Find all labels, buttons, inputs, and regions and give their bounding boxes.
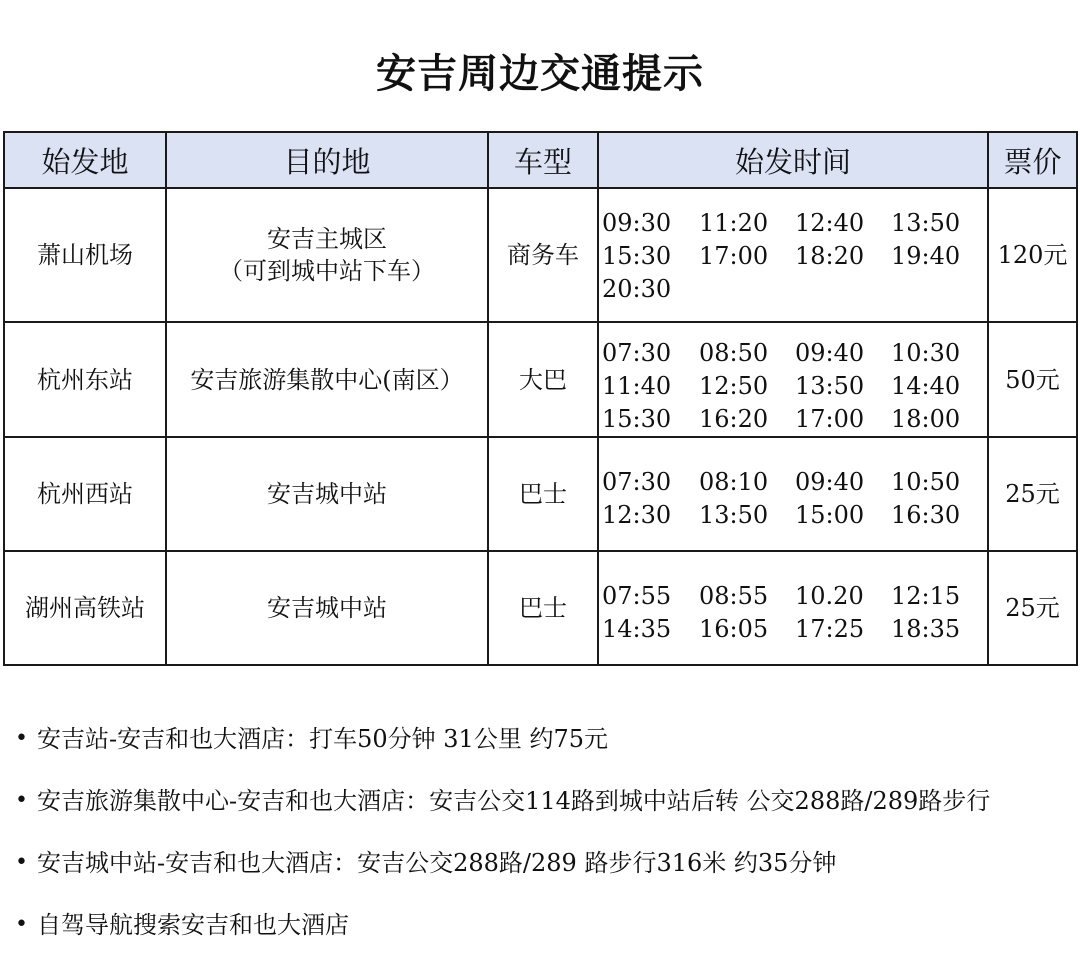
departure-time: 11:20	[699, 209, 769, 237]
note-text: 安吉城中站-安吉和也大酒店：安吉公交288路/289 路步行316米 约35分钟	[37, 849, 837, 877]
origin-cell: 湖州高铁站	[4, 551, 166, 665]
departure-time: 16:30	[891, 501, 961, 529]
note-text: 自驾导航搜索安吉和也大酒店	[37, 911, 349, 939]
departure-time: 19:40	[891, 242, 961, 270]
times-cell	[598, 551, 988, 665]
header-destination: 目的地	[166, 132, 488, 188]
departure-time: 12:50	[699, 372, 769, 400]
time-row	[602, 240, 987, 273]
departure-time: 08:10	[699, 468, 769, 496]
time-row	[602, 466, 987, 499]
table-row	[4, 437, 1077, 551]
destination-cell	[166, 437, 488, 551]
table-row	[4, 188, 1077, 322]
table-row	[4, 322, 1077, 437]
price-cell: 50元	[988, 322, 1077, 437]
time-row	[602, 370, 987, 403]
note-item	[15, 832, 1080, 894]
departure-time: 16:20	[699, 405, 769, 433]
notes-list	[15, 708, 1080, 956]
destination-cell	[166, 551, 488, 665]
departure-time: 18:35	[891, 615, 961, 643]
departure-time: 14:35	[602, 615, 672, 643]
destination-line: 安吉主城区	[267, 225, 387, 253]
page-title: 安吉周边交通提示	[376, 51, 704, 97]
vehicle-cell: 巴士	[488, 551, 598, 665]
origin-cell: 杭州东站	[4, 322, 166, 437]
departure-time: 07:30	[602, 468, 672, 496]
note-text: 安吉站-安吉和也大酒店：打车50分钟 31公里 约75元	[37, 725, 608, 753]
departure-time: 17:00	[795, 405, 865, 433]
table-row	[4, 551, 1077, 665]
bullet-icon: •	[15, 726, 28, 751]
destination-line: 安吉城中站	[267, 594, 387, 622]
times-cell	[598, 322, 988, 437]
destination-line: 安吉城中站	[267, 480, 387, 508]
schedule-table	[3, 131, 1078, 666]
header-price: 票价	[988, 132, 1077, 188]
departure-time: 15:30	[602, 242, 672, 270]
bullet-icon: •	[15, 912, 28, 937]
departure-time: 17:25	[795, 615, 865, 643]
departure-time: 13:50	[699, 501, 769, 529]
departure-time: 07:55	[602, 582, 672, 610]
departure-time: 10:50	[891, 468, 961, 496]
departure-time: 10:30	[891, 339, 961, 367]
departure-time: 14:40	[891, 372, 961, 400]
destination-line: （可到城中站下车）	[219, 257, 435, 285]
departure-time: 13:50	[891, 209, 961, 237]
note-item	[15, 770, 1080, 832]
bullet-icon: •	[15, 788, 28, 813]
note-item	[15, 894, 1080, 956]
departure-time: 20:30	[602, 275, 672, 303]
destination-cell	[166, 322, 488, 437]
bullet-icon: •	[15, 850, 28, 875]
time-row	[602, 273, 987, 306]
price-cell: 25元	[988, 551, 1077, 665]
departure-time: 08:55	[699, 582, 769, 610]
note-item	[15, 708, 1080, 770]
price-cell: 25元	[988, 437, 1077, 551]
time-row	[602, 580, 987, 613]
departure-time: 13:50	[795, 372, 865, 400]
vehicle-cell: 商务车	[488, 188, 598, 322]
header-vehicle: 车型	[488, 132, 598, 188]
departure-time: 09:40	[795, 339, 865, 367]
departure-time: 15:30	[602, 405, 672, 433]
departure-time: 08:50	[699, 339, 769, 367]
departure-time: 09:40	[795, 468, 865, 496]
departure-time: 12:30	[602, 501, 672, 529]
departure-time: 09:30	[602, 209, 672, 237]
departure-time: 12:15	[891, 582, 961, 610]
header-departure-times: 始发时间	[598, 132, 988, 188]
time-row	[602, 613, 987, 646]
departure-time: 15:00	[795, 501, 865, 529]
times-cell	[598, 188, 988, 322]
table-header-row	[4, 132, 1077, 188]
departure-time: 12:40	[795, 209, 865, 237]
time-row	[602, 403, 987, 436]
departure-time: 17:00	[699, 242, 769, 270]
departure-time: 11:40	[602, 372, 672, 400]
time-row	[602, 337, 987, 370]
note-text: 安吉旅游集散中心-安吉和也大酒店：安吉公交114路到城中站后转 公交288路/289路步行	[37, 787, 991, 815]
origin-cell: 杭州西站	[4, 437, 166, 551]
times-cell	[598, 437, 988, 551]
header-origin: 始发地	[4, 132, 166, 188]
departure-time: 10.20	[795, 582, 864, 610]
vehicle-cell: 大巴	[488, 322, 598, 437]
departure-time: 18:00	[891, 405, 961, 433]
destination-cell	[166, 188, 488, 322]
time-row	[602, 207, 987, 240]
price-cell: 120元	[988, 188, 1077, 322]
origin-cell: 萧山机场	[4, 188, 166, 322]
departure-time: 18:20	[795, 242, 865, 270]
vehicle-cell: 巴士	[488, 437, 598, 551]
time-row	[602, 499, 987, 532]
departure-time: 16:05	[699, 615, 769, 643]
departure-time: 07:30	[602, 339, 672, 367]
destination-line: 安吉旅游集散中心(南区）	[190, 365, 464, 394]
